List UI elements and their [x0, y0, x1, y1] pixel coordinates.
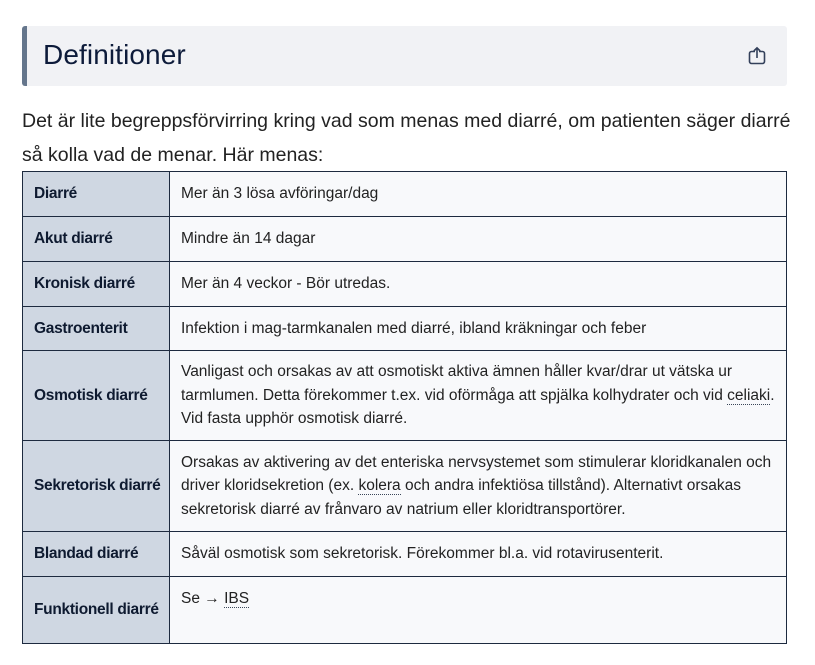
- desc-cell: [170, 441, 787, 532]
- table-row: [23, 307, 787, 351]
- desc-cell: Såväl osmotisk som sekretorisk. Förekommer bl.a. vid rotavirusenterit.: [170, 532, 787, 577]
- section-header: [22, 26, 787, 86]
- desc-cell: Mindre än 14 dagar: [170, 217, 787, 262]
- table-row: [23, 351, 787, 441]
- desc-text: och andra infektiösa tillstånd). Alternativt orsakas sekretorisk diarré av frånvaro av natrium eller kloridtransportörer.: [181, 477, 741, 518]
- desc-text: Vanligast och orsakas av att osmotiskt aktiva ämnen håller kvar/drar ut vätska ur tarmlumen. Detta förekommer t.ex. vid oförmåga att spjälka kolhydrater och vid: [181, 363, 733, 404]
- term-cell: Diarré: [23, 172, 170, 217]
- table-row: [23, 262, 787, 307]
- desc-text: Orsakas av aktivering av det enteriska nervsystemet som stimulerar kloridkanalen och driver kloridsekretion (ex.: [181, 453, 772, 495]
- desc-cell: [170, 577, 787, 644]
- table-row: [23, 441, 787, 532]
- definitions-table: [22, 171, 787, 644]
- term-cell: Funktionell diarré: [23, 577, 170, 644]
- table-row: [23, 217, 787, 262]
- table-row: [23, 172, 787, 217]
- intro-text: Det är lite begreppsförvirring kring vad som menas med diarré, om patienten säger diarré så kolla vad de menar. Här menas:: [22, 110, 791, 166]
- term-cell: Gastroenterit: [23, 307, 170, 351]
- section-title: Definitioner: [43, 39, 186, 70]
- table-row: [23, 577, 787, 644]
- desc-text: Se →: [181, 590, 225, 607]
- desc-cell: Infektion i mag-tarmkanalen med diarré, ibland kräkningar och feber: [170, 307, 787, 351]
- share-icon[interactable]: [747, 46, 767, 66]
- term-cell: Osmotisk diarré: [23, 351, 170, 441]
- desc-cell: Mer än 3 lösa avföringar/dag: [170, 172, 787, 217]
- term-cell: Blandad diarré: [23, 532, 170, 577]
- term-cell: Akut diarré: [23, 217, 170, 262]
- desc-text: . Vid fasta upphör osmotisk diarré.: [181, 386, 775, 428]
- table-row: [23, 532, 787, 577]
- desc-cell: Mer än 4 veckor - Bör utredas.: [170, 262, 787, 307]
- ibs-link[interactable]: IBS: [224, 590, 250, 607]
- kolera-link[interactable]: kolera: [358, 477, 401, 495]
- term-cell: Kronisk diarré: [23, 262, 170, 307]
- celiaki-link[interactable]: celiaki: [727, 386, 771, 404]
- term-cell: Sekretorisk diarré: [23, 441, 170, 532]
- desc-cell: [170, 351, 787, 441]
